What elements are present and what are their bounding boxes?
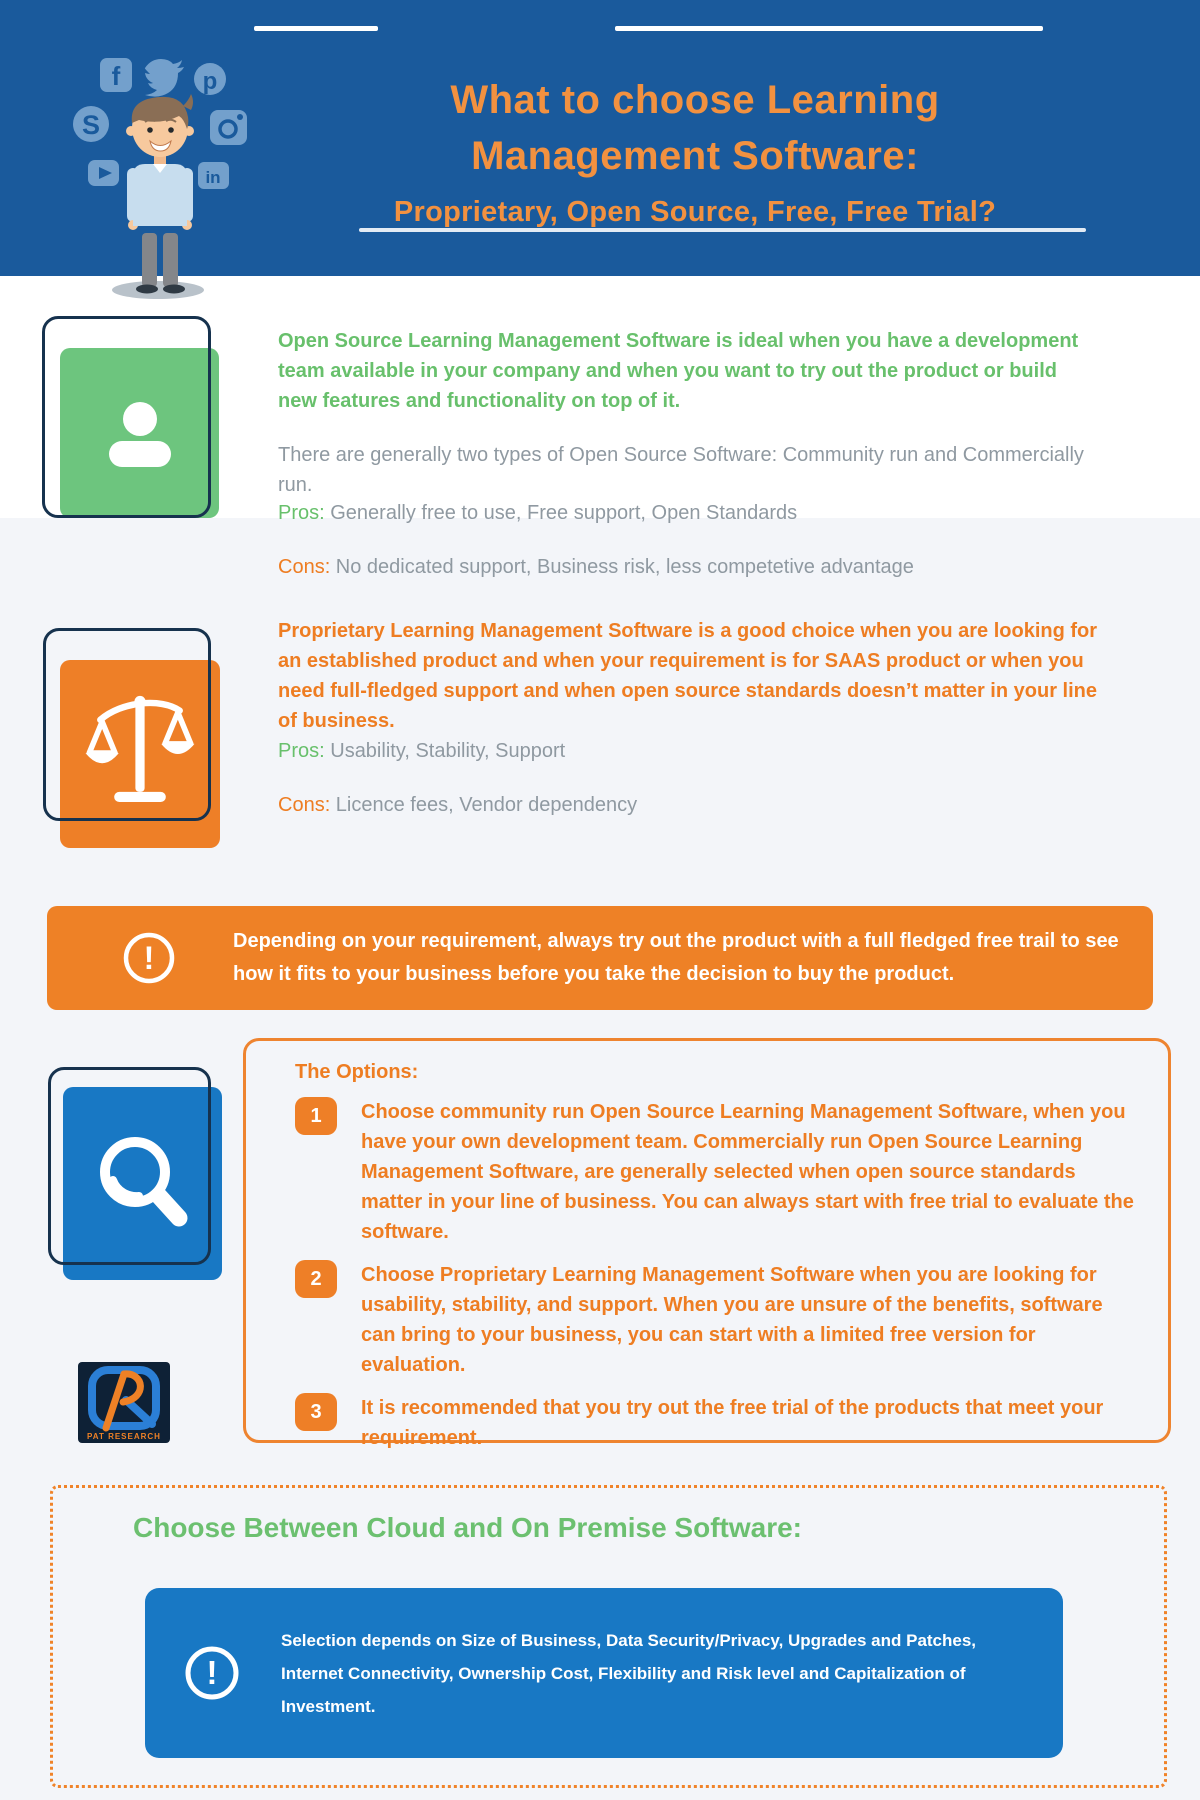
options-heading: The Options: <box>295 1061 419 1083</box>
svg-text:!: ! <box>143 940 155 976</box>
twitter-icon <box>145 59 184 97</box>
pat-research-logo <box>78 1362 170 1443</box>
option-number-badge: 1 <box>295 1097 337 1135</box>
svg-text:PAT RESEARCH: PAT RESEARCH <box>87 1432 161 1441</box>
cloud-banner <box>145 1588 1063 1758</box>
pros-text: Usability, Stability, Support <box>324 740 566 762</box>
proprietary-cons <box>278 790 1088 820</box>
proprietary-lead: Proprietary Learning Management Software is a good choice when you are looking for an established product and when your requirement is for SAAS product or when you need full-fledged support and when open source standards doesn’t matter in your line of business. <box>278 620 1098 732</box>
pros-label: Pros: <box>278 740 325 762</box>
cloud-heading: Choose Between Cloud and On Premise Software: <box>133 1512 803 1543</box>
svg-text:S: S <box>81 110 101 140</box>
facebook-icon <box>100 58 132 92</box>
option-text: Choose community run Open Source Learning Management Software, when you have your own development team. Commercially run Open Source Learning Management Software, are generally selected when open source standards matter in your line of business. You can always start with free trial to evaluate the software. <box>361 1101 1134 1243</box>
option-text: It is recommended that you try out the free trial of the products that meet your requirement. <box>361 1397 1104 1449</box>
subtitle: Proprietary, Open Source, Free, Free Trial? <box>393 196 997 228</box>
option-number-badge: 3 <box>295 1393 337 1431</box>
options-box <box>243 1038 1171 1449</box>
exclamation-icon <box>183 1644 241 1702</box>
pros-label: Pros: <box>278 502 325 524</box>
pinterest-icon <box>194 63 226 95</box>
option-item-2 <box>295 1260 1135 1380</box>
linkedin-icon <box>198 162 229 189</box>
cartoon-man <box>126 94 194 294</box>
open-source-lead: Open Source Learning Management Software is ideal when you have a development team available in your company and when you want to try out the product or build new features and functionality on top of it. <box>278 330 1079 412</box>
cons-label: Cons: <box>278 556 331 578</box>
character-with-social-icons <box>55 28 260 303</box>
youtube-icon <box>88 160 119 186</box>
subtitle-underline <box>359 228 1086 232</box>
alert-text: Depending on your requirement, always try out the product with a full fledged free trail to see how it fits to your business before you take the decision to buy the product. <box>233 930 1119 985</box>
skype-icon <box>73 106 109 142</box>
svg-text:f: f <box>111 61 121 91</box>
title-line-2: Management Software: <box>471 134 919 178</box>
exclamation-icon <box>121 930 177 986</box>
option-text: Choose Proprietary Learning Management Software when you are looking for usability, stability, and support. When you are unsure of the benefits, software can bring to your business, you can start with a limited free version for evaluation. <box>361 1264 1103 1376</box>
cons-text: Licence fees, Vendor dependency <box>330 794 638 816</box>
svg-text:!: ! <box>206 1654 218 1691</box>
options-card-outline <box>48 1067 211 1265</box>
proprietary-card-outline <box>43 628 211 821</box>
svg-text:p: p <box>202 68 218 95</box>
title-line-1: What to choose Learning <box>450 78 940 122</box>
open-source-card-outline <box>42 316 211 518</box>
option-item-3 <box>295 1393 1135 1453</box>
cloud-banner-text: Selection depends on Size of Business, Data Security/Privacy, Upgrades and Patches, Internet Connectivity, Ownership Cost, Flexibility and Risk level and Capitalization of Investment. <box>281 1630 977 1716</box>
open-source-body: There are generally two types of Open Source Software: Community run and Commercially run. <box>278 444 1084 496</box>
instagram-icon <box>210 110 247 145</box>
cloud-section <box>50 1485 1167 1788</box>
cons-text: No dedicated support, Business risk, less competetive advantage <box>330 556 914 578</box>
svg-text:in: in <box>205 168 221 187</box>
proprietary-pros <box>278 736 1088 766</box>
cons-label: Cons: <box>278 794 331 816</box>
pros-text: Generally free to use, Free support, Open Standards <box>324 502 798 524</box>
decorative-line-right <box>615 26 1043 31</box>
alert-banner <box>47 906 1153 1010</box>
open-source-pros <box>278 498 1088 528</box>
page-title <box>330 72 1060 229</box>
open-source-cons <box>278 552 1088 582</box>
shadow-ellipse <box>112 281 204 299</box>
option-item-1 <box>295 1097 1135 1247</box>
option-number-badge: 2 <box>295 1260 337 1298</box>
options-list <box>295 1097 1135 1466</box>
decorative-line-left <box>254 26 378 31</box>
